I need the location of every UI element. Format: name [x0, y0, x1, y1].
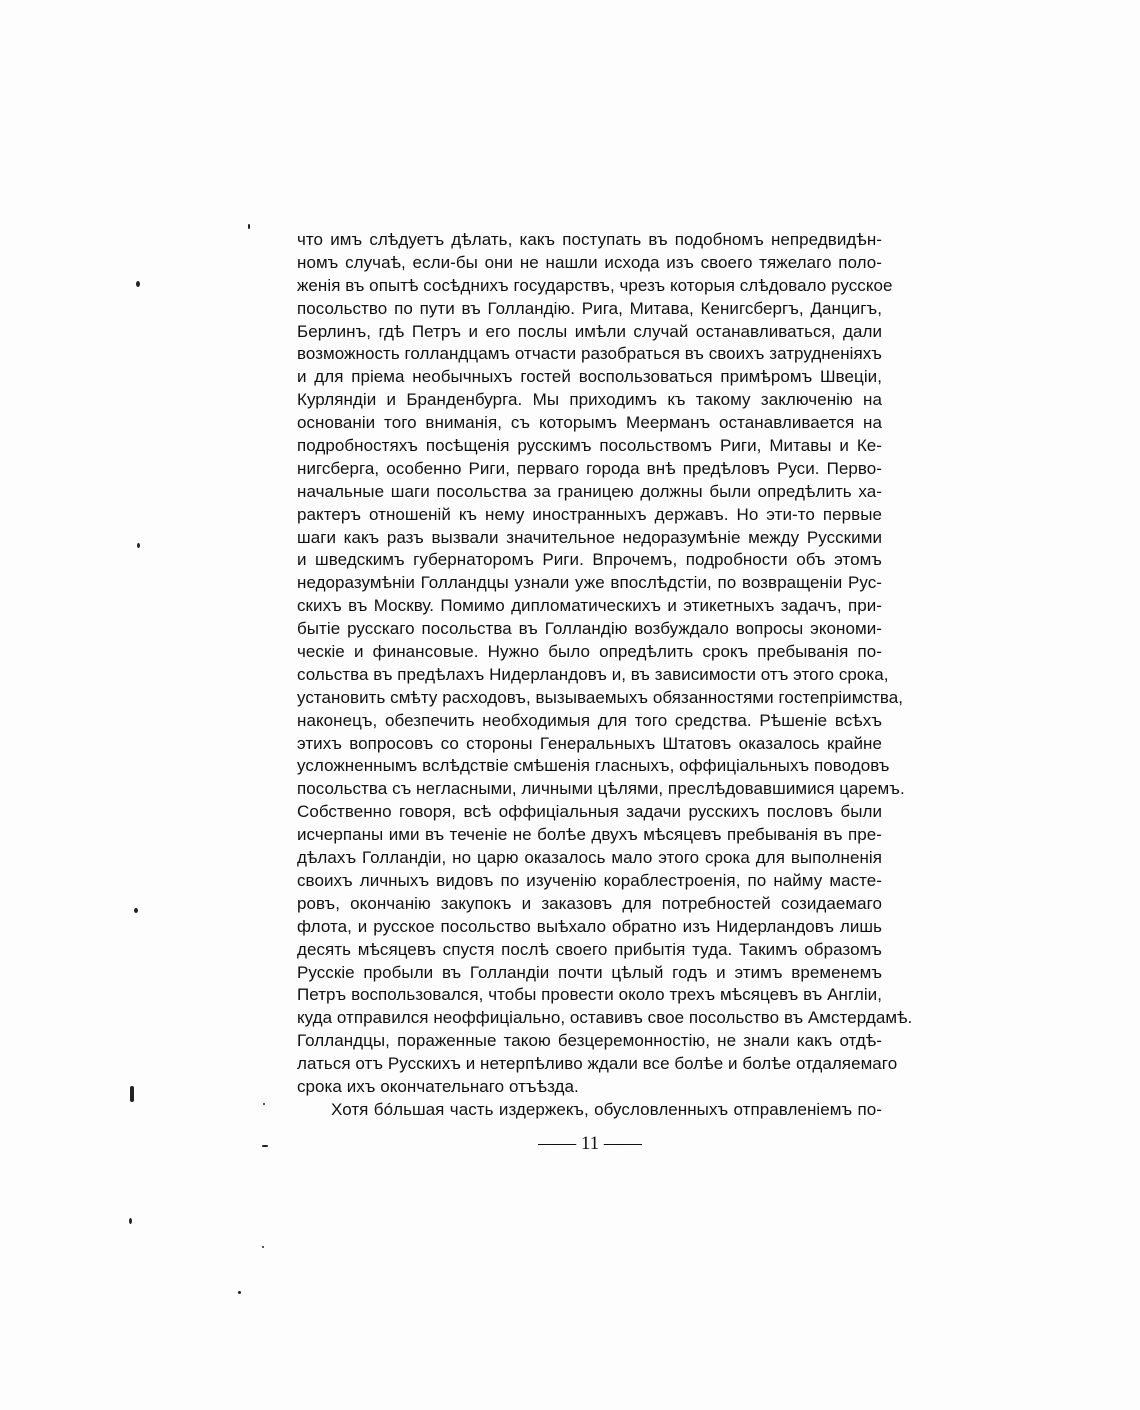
scan-speck — [238, 1291, 241, 1294]
text-line: латься отъ Русскихъ и нетерпѣливо ждали все болѣе и болѣе отдаляемаго — [297, 1054, 898, 1074]
text-line: дѣлахъ Голландіи, но царю оказалось мало этого срока для выполненія — [297, 848, 882, 868]
page-number: —— 11 —— — [538, 1133, 642, 1154]
text-line: ческіе и финансовые. Нужно было опредѣлить срокъ пребыванія по- — [297, 642, 882, 662]
text-line: сольства въ предѣлахъ Нидерландовъ и, въ зависимости отъ этого срока, — [297, 664, 889, 684]
text-line: номъ случаѣ, если-бы они не нашли исхода изъ своего тяжелаго поло- — [297, 252, 882, 272]
scan-speck — [262, 1246, 264, 1248]
text-line: Курляндіи и Бранденбурга. Мы приходимъ къ такому заключенію на — [297, 390, 882, 410]
scan-speck — [129, 1218, 132, 1224]
text-line: Берлинъ, гдѣ Петръ и его послы имѣли случай останавливаться, дали — [297, 321, 882, 341]
text-line: Петръ воспользовался, чтобы провести около трехъ мѣсяцевъ въ Англіи, — [297, 985, 882, 1005]
scan-speck — [137, 543, 140, 548]
scan-speck — [263, 1103, 265, 1105]
text-line: посольства съ негласными, личными цѣлями, преслѣдовавшимися царемъ. — [297, 779, 905, 799]
text-line: усложненнымъ вслѣдствіе смѣшенія гласныхъ, оффиціальныхъ поводовъ — [297, 756, 890, 776]
text-line: Собственно говоря, всѣ оффиціальныя задачи русскихъ пословъ были — [297, 802, 882, 822]
text-line: Хотя бóльшая часть издержекъ, обусловленныхъ отправленіемъ по- — [331, 1099, 882, 1119]
text-line: ровъ, окончанію закупокъ и заказовъ для потребностей созидаемаго — [297, 893, 882, 913]
text-line: Русскіе пробыли въ Голландіи почти цѣлый годъ и этимъ временемъ — [297, 962, 882, 982]
text-line: рактеръ отношеній къ нему иностранныхъ державъ. Но эти-то первые — [297, 504, 882, 524]
text-line: установить смѣту расходовъ, вызываемыхъ обязанностями гостепріимства, — [297, 687, 903, 707]
scan-speck — [136, 281, 140, 287]
text-line: основаніи того вниманія, съ которымъ Меерманъ останавливается на — [297, 413, 882, 433]
text-line: женія въ опытѣ сосѣднихъ государствъ, чрезъ которыя слѣдовало русское — [297, 275, 893, 295]
text-line: своихъ личныхъ видовъ по изученію кораблестроенія, по найму масте- — [297, 870, 882, 890]
text-line: десять мѣсяцевъ спустя послѣ своего прибытія туда. Такимъ образомъ — [297, 939, 882, 959]
text-line: флота, и русское посольство выѣхало обратно изъ Нидерландовъ лишь — [297, 916, 882, 936]
scan-speck — [248, 224, 250, 229]
text-line: Голландцы, пораженные такою безцеремонностію, не знали какъ отдѣ- — [297, 1031, 882, 1051]
text-line: бытіе русскаго посольства въ Голландію возбуждало вопросы экономи- — [297, 619, 882, 639]
text-line: нигсберга, особенно Риги, перваго города внѣ предѣловъ Руси. Перво- — [297, 458, 882, 478]
scan-speck — [134, 908, 138, 913]
text-line: исчерпаны ими въ теченіе не болѣе двухъ мѣсяцевъ пребыванія въ пре- — [297, 825, 882, 845]
text-line: что имъ слѣдуетъ дѣлать, какъ поступать въ подобномъ непредвидѣн- — [297, 230, 882, 249]
text-line: недоразумѣніи Голландцы узнали уже впослѣдстіи, по возвращеніи Рус- — [297, 573, 882, 593]
text-line: шаги какъ разъ вызвали значительное недоразумѣніе между Русскими — [297, 527, 882, 547]
text-line: куда отправился неоффиціально, оставивъ свое посольство въ Амстердамѣ. — [297, 1008, 913, 1028]
text-line: наконецъ, обезпечить необходимыя для того средства. Рѣшеніе всѣхъ — [297, 710, 882, 730]
text-line: начальные шаги посольства за границею должны были опредѣлить ха- — [297, 481, 882, 501]
scan-speck — [262, 1145, 268, 1147]
paragraph-2 — [297, 1099, 882, 1122]
scan-speck — [130, 1086, 134, 1102]
text-line: этихъ вопросовъ со стороны Генеральныхъ Штатовъ оказалось крайне — [297, 733, 882, 753]
text-line: и шведскимъ губернаторомъ Риги. Впрочемъ, подробности объ этомъ — [297, 550, 882, 570]
text-line: посольство по пути въ Голландію. Рига, Митава, Кенигсбергъ, Данцигъ, — [297, 298, 882, 318]
paragraph-1 — [297, 229, 913, 1099]
body-text — [297, 229, 913, 1122]
text-line: подробностяхъ посѣщенія русскимъ посольствомъ Риги, Митавы и Ке- — [297, 436, 882, 456]
text-line: и для пріема необычныхъ гостей воспользоваться примѣромъ Швеціи, — [297, 367, 882, 387]
text-line: скихъ въ Москву. Помимо дипломатическихъ и этикетныхъ задачъ, при- — [297, 596, 882, 616]
text-line: срока ихъ окончательнаго отъѣзда. — [297, 1076, 579, 1096]
text-line: возможность голландцамъ отчасти разобраться въ своихъ затрудненіяхъ — [297, 344, 882, 364]
